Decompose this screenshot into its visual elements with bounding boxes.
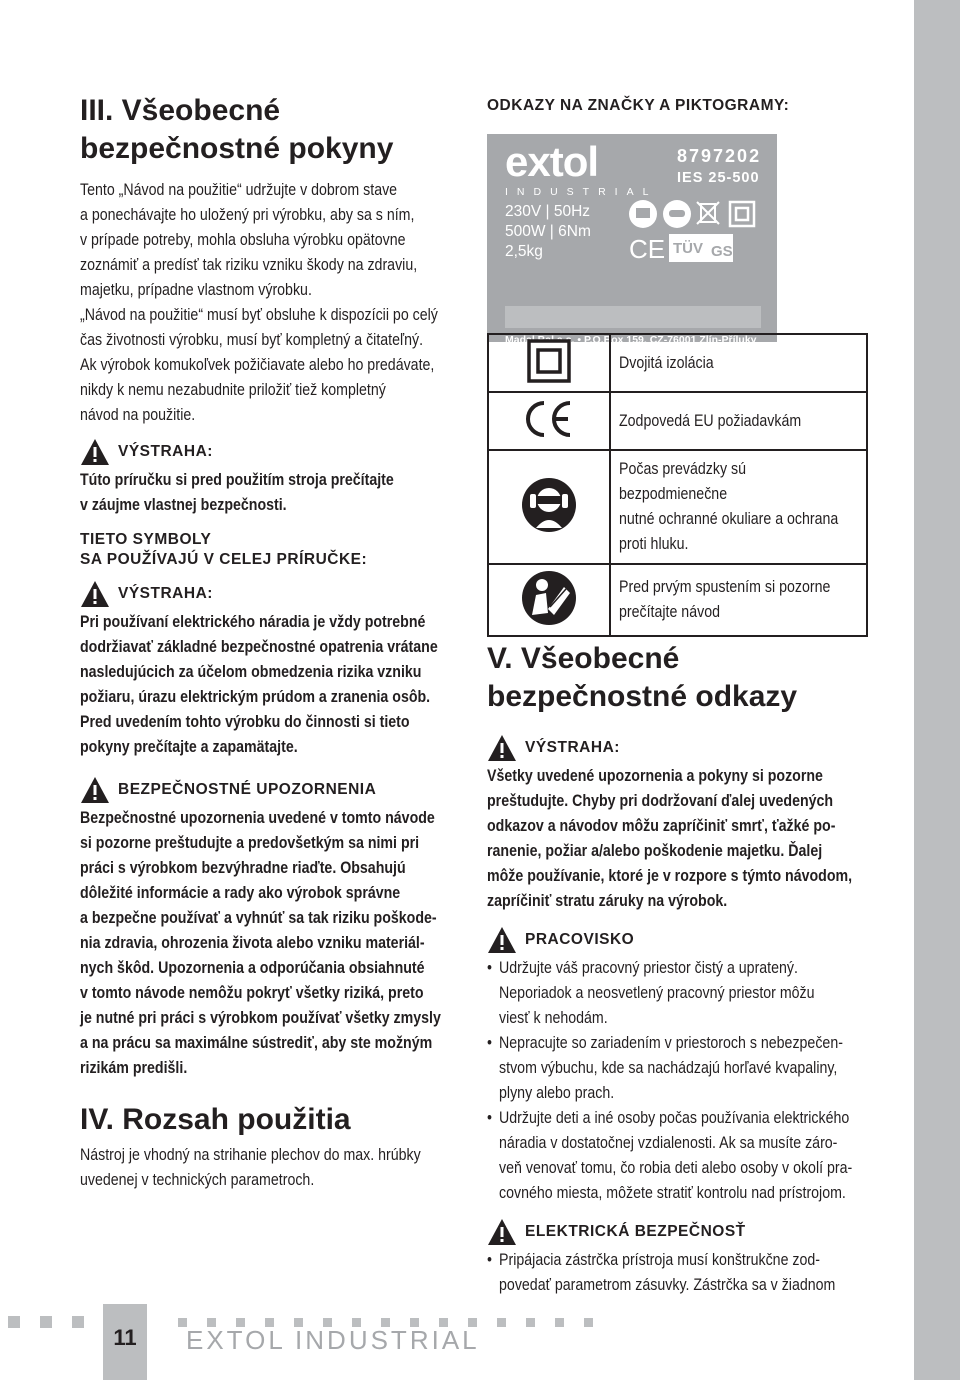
warning-label: VÝSTRAHA: [525,739,620,756]
symbol-row [488,564,867,636]
double-insulation-icon [527,339,571,383]
left-column [80,92,460,1193]
symbol-cell [488,334,610,392]
section4-text: Nástroj je vhodný na strihanie plechov do max. hrúbky uvedenej v technických parametroch. [80,1146,421,1189]
symbol-description: Počas prevádzky sú bezpodmienečne nutné ochranné okuliare a ochrana proti hluku. [610,450,867,564]
section4-title: IV. Rozsah použitia [80,1103,351,1136]
ce-mark-icon [629,234,665,264]
footer-square [72,1316,84,1328]
symbol-description: Dvojitá izolácia [610,334,867,392]
tuv-gs-icon [669,234,733,262]
double-insulation-icon [730,202,754,226]
symbols-table [487,333,868,637]
warning-label: VÝSTRAHA: [118,443,213,460]
manufacturer-address: Madal Bal a.s. • P.O.Box 159, CZ-76001 Zlín-Příluky [505,334,757,346]
goggles-icon [663,200,691,228]
safety-heading [80,774,460,806]
warning-triangle-icon [487,926,517,954]
language-code: SK [862,1322,908,1359]
crossed-bin-icon [697,202,719,224]
footer-square [40,1316,52,1328]
ce-mark-icon [522,399,576,439]
read-manual-icon [520,569,578,627]
symbol-cell [488,392,610,450]
footer-brand: EXTOL INDUSTRIAL [186,1325,480,1355]
electrical-list [487,1248,871,1298]
symbols-heading: TIETO SYMBOLY SA POUŽÍVAJÚ V CELEJ PRÍRUČKE: [80,531,368,568]
symbol-row [488,334,867,392]
extol-logo: extol [505,138,599,185]
warning-triangle-icon [80,776,110,804]
electrical-heading [487,1216,872,1248]
warning-triangle-icon [487,734,517,762]
footer-dot [555,1318,564,1327]
workplace-label: PRACOVISKO [525,931,635,948]
warning-heading [487,732,872,764]
footer-dot [584,1318,593,1327]
right-column [487,96,872,346]
symbol-description: Pred prvým spustením si pozorne prečítajte návod [610,564,867,636]
side-bar [914,0,960,1380]
symbol-row [488,392,867,450]
list-item: • Pripájacia zástrčka prístroja musí konštrukčne zod- povedať parametrom zásuvky. Zástrčka sa v žiadnom [487,1248,871,1298]
warning-heading [80,436,460,468]
symbol-row [488,450,867,564]
goggles-ear-protection-icon [520,476,578,534]
svg-text:TÜV: TÜV [673,240,703,257]
warning-triangle-icon [487,1218,517,1246]
section3-title: III. Všeobecné bezpečnostné pokyny [80,94,394,165]
electrical-label: ELEKTRICKÁ BEZPEČNOSŤ [525,1223,746,1240]
spec-power: 500W | 6Nm [505,223,591,240]
model-name: IES 25-500 [677,170,760,186]
workplace-heading [487,924,872,956]
svg-text:GS: GS [711,243,733,260]
warning-text: Túto príručku si pred použitím stroja prečítajte v záujme vlastnej bezpečnosti. [80,471,394,514]
rating-plate [487,134,777,346]
workplace-list [487,956,871,1206]
list-item: • Udržujte deti a iné osoby počas používania elektrického náradia v dostatočnej vzdialenosti. Ak sa musíte záro- veň venovať tomu, čo robia deti alebo osoby v okolí pra- covného miesta, môžete stratiť kontrolu nad prístrojom. [487,1106,871,1206]
intro-paragraph: Tento „Návod na použitie“ udržujte v dobrom stave a ponechávajte ho uložený pri výrobku, aby sa s ním, v prípade potreby, mohla obsluha výrobku opätovne zoznámiť a predísť tak riziku vzniku škody na zdraviu, majetku, prípadne vlastnom výrobku. „Návod na použitie“ musí byť obsluhe k dispozícii po celý čas životnosti výrobku, musí byť kompletný a čitateľný. Ak výrobok komukoľvek požičiavate alebo ho predávate, nikdy k nemu nezabudnite priložiť tiež kompletný návod na použitie. [80,181,438,424]
list-item: • Nepracujte so zariadením v priestoroch s nebezpečen- stvom výbuchu, kde sa nachádzajú horľavé kvapaliny, plyny alebo prach. [487,1031,871,1106]
read-manual-icon [629,200,657,228]
pictograms-heading: ODKAZY NA ZNAČKY A PIKTOGRAMY: [487,97,790,114]
logo-subtitle: INDUSTRIAL [505,186,658,198]
warning-text: Všetky uvedené upozornenia a pokyny si pozorne preštudujte. Chyby pri dodržovaní ďalej uvedených odkazov a návodov môžu zapríčiniť smrť, ťažké po- ranenie, požiar a/alebo poškodenie majetku. Ďalej môže používanie, ktoré je v rozpore s týmto návodom, zapríčiniť stratu záruky na výrobok. [487,767,853,910]
list-item: • Udržujte váš pracovný priestor čistý a upratený. Neporiadok a neosvetlený pracovný priestor môžu viesť k nehodám. [487,956,871,1031]
warning-text: Pri používaní elektrického náradia je vždy potrebné dodržiavať základné bezpečnostné opatrenia vrátane nasledujúcich za účelom obmedzenia rizika vzniku požiaru, úrazu elektrickým prúdom a zranenia osôb. Pred uvedením tohto výrobku do činnosti si tieto pokyny prečítajte a zapamätajte. [80,613,438,756]
spec-weight: 2,5kg [505,243,543,260]
warning-label: VÝSTRAHA: [118,585,213,602]
symbol-cell [488,450,610,564]
plate-icons [627,198,767,268]
safety-label: BEZPEČNOSTNÉ UPOZORNENIA [118,781,377,798]
page-number: 11 [113,1325,137,1350]
safety-text: Bezpečnostné upozornenia uvedené v tomto návode si pozorne preštudujte a predovšetkým sa nimi pri práci s výrobkom bezvýhradne riaďte. Obsahujú dôležité informácie a rady ako výrobok správne a bezpečne používať a vyhnúť sa tak riziku poškode- nia zdravia, ohrozenia života alebo vzniku materiál- nych škôd. Upozornenia a odporúčania obsiahnuté v tomto návode nemôžu pokryť všetky riziká, preto je nutné pri práci s výrobkom používať všetky zmysly a na prácu sa maximálne sústrediť, aby ste možným rizikám predišli. [80,809,441,1077]
right-column-lower [487,640,872,1298]
symbol-description: Zodpovedá EU požiadavkám [610,392,867,450]
warning-heading [80,578,460,610]
footer-square [8,1316,20,1328]
warning-triangle-icon [80,580,110,608]
footer-dot [526,1318,535,1327]
plate-serial-blank [505,306,761,328]
svg-text:CE: CE [629,234,666,264]
spec-voltage: 230V | 50Hz [505,203,591,220]
symbol-cell [488,564,610,636]
warning-triangle-icon [80,438,110,466]
footer-dot [497,1318,506,1327]
product-code: 8797202 [677,146,762,166]
section5-title: V. Všeobecné bezpečnostné odkazy [487,642,798,713]
